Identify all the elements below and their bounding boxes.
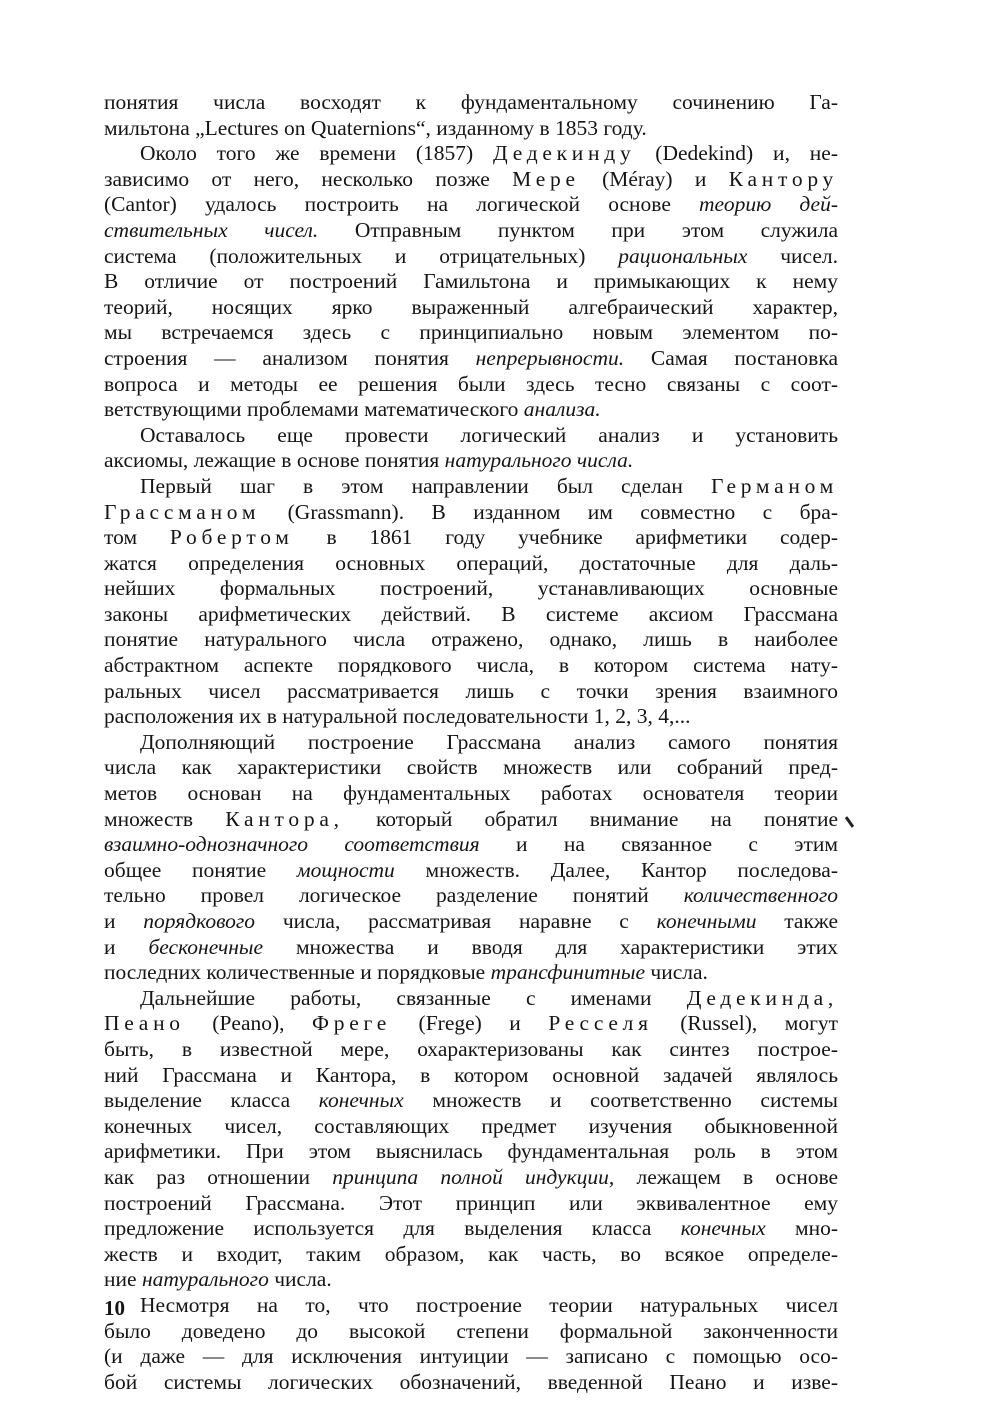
text-line: как раз отношении принципа полной индукции, лежащем в основе [104,1164,839,1189]
text-line: аксиомы, лежащие в основе понятия натурального числа. [104,448,634,473]
text-line: Дальнейшие работы, связанные с именами Дедекинда, [140,985,838,1010]
text-line: общее понятие мощности множеств. Далее, Кантор последова- [104,857,839,882]
text-line: понятие натурального числа отражено, однако, лишь в наиболее [104,627,838,652]
text-line: Оставалось еще провести логический анализ и установить [140,422,838,447]
italic-term: натурального [141,1267,269,1292]
text-line: Пеано (Peano), Фреге (Frege) и Ресселя (Russel), могут [104,1011,839,1036]
text-line: ние натурального числа. [104,1267,332,1292]
text-line: Первый шаг в этом направлении был сделан Германом [140,473,838,498]
text-line: система (положительных и отрицательных) рациональных чисел. [104,243,839,268]
italic-term: порядкового [143,909,256,933]
italic-term: взаимно-однозначного соответствия [104,832,480,857]
text-line: зависимо от него, несколько позже Мере (Méray) и Кантору [104,166,839,191]
text-line: В отличие от построений Гамильтона и примыкающих к нему [104,269,838,294]
text-line: законы арифметических действий. В системе аксиом Грассмана [104,601,838,626]
text-line: расположения их в натуральной последовательности 1, 2, 3, 4,... [104,704,691,729]
text-line: множеств Кантора, который обратил внимание на понятие [104,806,838,831]
text-line: ветствующими проблемами математического анализа. [104,397,601,422]
italic-term: ствительных чисел. [104,217,319,242]
page-text [104,90,838,1395]
page-number: 10 [104,1296,125,1320]
name-emphasis: Мере [512,166,580,191]
text-line: строения — анализом понятия непрерывности. Самая постановка [104,345,838,370]
italic-term: бесконечные [148,934,264,959]
text-line: ральных чисел рассматривается лишь с точки зрения взаимного [104,678,838,703]
text-line: Грассманом (Grassmann). В изданном им совместно с бра- [104,499,838,524]
text-line: Несмотря на то, что построение теории натуральных чисел [140,1292,838,1317]
text-line: (Cantor) удалось построить на логической основе теорию дей- [104,192,838,217]
italic-term: конечных [680,1216,766,1241]
italic-term: анализа. [523,397,601,422]
text-line: абстрактном аспекте порядкового числа, в котором система нату- [104,653,838,678]
text-line: арифметики. При этом выяснилась фундаментальная роль в этом [104,1139,838,1164]
text-line: взаимно-однозначного соответствия и на связанное с этим [104,832,839,857]
name-emphasis: Грассманом [104,499,261,524]
scan-mark [845,816,854,828]
text-line: теорий, носящих ярко выраженный алгебраический характер, [104,294,838,319]
text-line: построений Грассмана. Этот принцип или эквивалентное ему [104,1190,838,1215]
name-emphasis: Ресселя [548,1011,653,1036]
text-line: бой системы логических обозначений, введенной Пеано и изве- [104,1369,838,1394]
text-line: Дополняющий построение Грассмана анализ самого понятия [140,729,838,754]
text-line: жатся определения основных операций, достаточные для даль- [104,550,838,575]
text-line: быть, в известной мере, охарактеризованы как синтез построе- [104,1036,838,1061]
text-line: ний Грассмана и Кантора, в котором основной задачей являлось [104,1062,838,1087]
text-line: конечных чисел, составляющих предмет изучения обыкновенной [104,1113,838,1138]
italic-term: рациональных [618,243,748,268]
italic-term: конечных [318,1088,404,1113]
name-emphasis: Робертом [169,525,294,550]
text-line: было доведено до высокой степени формальной законченности [104,1318,838,1343]
italic-term: натурального числа. [444,448,634,473]
italic-term: количественного [683,883,839,908]
text-line: мы встречаемся здесь с принципиально новым элементом по- [104,320,838,345]
name-emphasis: Фреге [312,1011,392,1036]
text-line: и порядкового числа, рассматривая наравне с конечными также [104,909,839,933]
text-line: (и даже — для исключения интуиции — записано с помощью осо- [104,1344,838,1369]
text-line: метов основан на фундаментальных работах основателя теории [104,781,838,806]
text-line: вопроса и методы ее решения были здесь тесно связаны с соот- [104,371,838,396]
text-line: нейших формальных построений, устанавливающих основные [104,576,838,601]
italic-term: конечными [656,909,757,933]
text-line: числа как характеристики свойств множеств или собраний пред- [104,755,838,780]
text-line: предложение используется для выделения класса конечных мно- [104,1216,839,1241]
italic-term: теорию дей- [699,192,838,217]
italic-term: принципа полной индукции, [332,1164,615,1189]
text-line: Около того же времени (1857) Дедекинду (Dedekind) и, не- [140,141,839,166]
name-emphasis: Дедекинду [493,141,636,166]
italic-term: трансфинитные [490,960,645,985]
text-line: последних количественные и порядковые трансфинитные числа. [104,960,708,985]
text-line: жеств и входит, таким образом, как часть, во всякое определе- [104,1241,838,1266]
name-emphasis: Дедекинда, [686,985,838,1010]
text-line: тельно провел логическое разделение понятий количественного [104,883,839,908]
text-line: и бесконечные множества и вводя для характеристики этих [104,934,839,959]
name-emphasis: Кантора, [225,806,344,831]
text-line: мильтона „Lectures on Quaternions“, изданному в 1853 году. [104,115,647,140]
text-line: выделение класса конечных множеств и соответственно системы [104,1088,839,1113]
name-emphasis: Пеано [104,1011,185,1036]
name-emphasis: Кантору [728,166,839,191]
name-emphasis: Германом [710,473,838,498]
text-line: том Робертом в 1861 году учебнике арифметики содер- [104,525,839,550]
italic-term: мощности [296,857,395,882]
italic-term: непрерывности. [475,345,625,370]
text-line: ствительных чисел. Отправным пунктом при этом служила [104,217,839,242]
text-line: понятия числа восходят к фундаментальному сочинению Га- [104,90,838,114]
